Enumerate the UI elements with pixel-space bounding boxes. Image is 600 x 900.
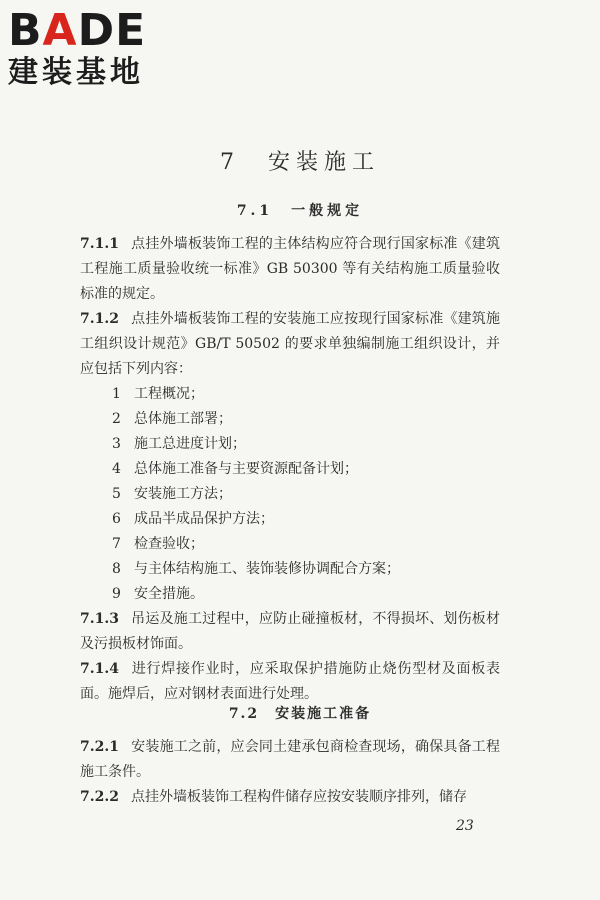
clause-text: 安装施工之前，应会同土建承包商检查现场，确保具备工程施工条件。 [80, 739, 500, 780]
clause-7-1-4 [80, 657, 500, 707]
clause-text: 吊运及施工过程中，应防止碰撞板材，不得损坏、划伤板材及污损板材饰面。 [80, 611, 500, 652]
clause-number: 7.2.2 [80, 789, 119, 805]
list-item-text: 安装施工方法； [134, 486, 232, 502]
clause-7-1-3 [80, 607, 500, 657]
list-item-text: 总体施工部署； [134, 411, 232, 427]
list-item [80, 457, 500, 482]
logo-subtitle: 建装基地 [8, 55, 144, 90]
list-item [80, 532, 500, 557]
list-item-text: 施工总进度计划； [134, 436, 246, 452]
list-item-text: 成品半成品保护方法； [134, 511, 274, 527]
list-item-text: 安全措施。 [134, 586, 204, 602]
clause-text: 点挂外墙板装饰工程构件储存应按安装顺序排列，储存 [130, 789, 467, 805]
brand-logo [8, 5, 178, 90]
logo-wordmark [8, 5, 178, 56]
clause-number: 7.1.2 [80, 311, 119, 327]
clause-7-2-2 [80, 785, 500, 810]
list-item-text: 工程概况； [134, 386, 204, 402]
clause-7-1-1 [80, 232, 500, 307]
list-item-number: 3 [112, 436, 121, 452]
list-item-number: 7 [112, 536, 121, 552]
list-item-text: 总体施工准备与主要资源配备计划； [134, 461, 358, 477]
clause-number: 7.1.3 [80, 611, 119, 627]
list-item-number: 9 [112, 586, 121, 602]
clause-text: 点挂外墙板装饰工程的主体结构应符合现行国家标准《建筑工程施工质量验收统一标准》GB 50300 等有关结构施工质量验收标准的规定。 [80, 236, 500, 302]
list-item-number: 5 [112, 486, 121, 502]
list-item [80, 507, 500, 532]
clause-7-2-1 [80, 735, 500, 785]
section-title-7-2: 7.2 安装施工准备 [228, 706, 372, 722]
clause-text: 进行焊接作业时，应采取保护措施防止烧伤型材及面板表面。施焊后，应对钢材表面进行处理。 [80, 661, 500, 702]
list-item-number: 4 [112, 461, 121, 477]
list-item [80, 432, 500, 457]
list-item-number: 6 [112, 511, 121, 527]
clause-7-1-2 [80, 307, 500, 382]
list-item-number: 8 [112, 561, 121, 577]
list-item-text: 检查验收； [134, 536, 204, 552]
list-item-number: 1 [112, 386, 121, 402]
section-7-2-body [80, 735, 500, 810]
list-item [80, 557, 500, 582]
page-number: 23 [456, 818, 474, 834]
logo-letter-suffix: DE [77, 5, 147, 56]
clause-text: 点挂外墙板装饰工程的安装施工应按现行国家标准《建筑施工组织设计规范》GB/T 50502 的要求单独编制施工组织设计，并应包括下列内容： [80, 311, 500, 377]
list-item [80, 582, 500, 607]
list-item [80, 482, 500, 507]
section-7-1-body [80, 232, 500, 707]
logo-letter-prefix: B [8, 5, 43, 56]
list-item [80, 407, 500, 432]
section-title-7-1: 7.1 一般规定 [236, 203, 364, 219]
chapter-title: 7 安装施工 [220, 150, 380, 175]
list-item-number: 2 [112, 411, 121, 427]
list-item-text: 与主体结构施工、装饰装修协调配合方案； [134, 561, 400, 577]
list-item [80, 382, 500, 407]
clause-number: 7.1.4 [80, 661, 119, 677]
logo-letter-accent: A [42, 5, 78, 56]
clause-number: 7.2.1 [80, 739, 119, 755]
clause-number: 7.1.1 [80, 236, 119, 252]
